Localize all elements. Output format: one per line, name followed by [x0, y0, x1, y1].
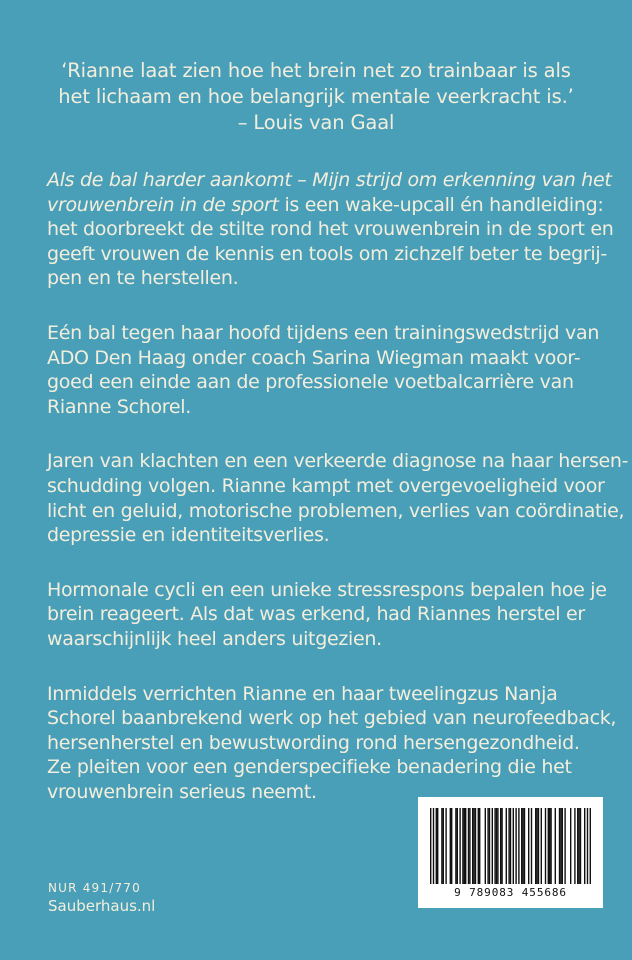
barcode-bar	[590, 808, 591, 884]
barcode-bar	[522, 808, 523, 884]
barcode-bar	[587, 808, 588, 884]
blurb-paragraph-4: Hormonale cycli en een unieke stressrespons bepalen hoe je brein reageert. Als dat was erkend, had Riannes herstel er waarschijnlijk heel anders uitgezien.	[47, 578, 607, 650]
barcode-bar	[521, 808, 522, 884]
barcode-bar	[433, 808, 434, 884]
publisher-website: Sauberhaus.nl	[48, 897, 156, 915]
barcode-bar	[464, 808, 465, 884]
barcode-bar	[451, 808, 452, 884]
blurb-paragraph-1: Als de bal harder aankomt – Mijn strijd om erkenning van het vrouwenbrein in de sport is een wake-upcall én handleiding: het doorbreekt de stilte rond het vrouwenbrein in de sport en geeft vrouwen de kennis en tools om zichzelf beter te begrij- pen en te herstellen.	[47, 169, 614, 290]
barcode-bar	[578, 808, 579, 884]
barcode-bar	[455, 808, 456, 884]
barcode-bar	[545, 808, 546, 884]
quote-author: – Louis van Gaal	[237, 111, 395, 134]
barcode-bar	[492, 808, 493, 884]
barcode-bar	[541, 808, 542, 884]
barcode-bar	[496, 808, 497, 884]
blurb-paragraph-5: Inmiddels verrichten Rianne en haar tweelingzus Nanja Schorel baanbrekend werk op het gebied van neurofeedback, hersenherstel en bewustwording rond hersengezondheid. Ze pleiten voor een genderspecifieke benadering die het vrouwenbrein serieus neemt.	[47, 682, 617, 803]
barcode-bar	[479, 808, 480, 884]
nur-code: NUR 491/770	[48, 881, 141, 895]
barcode-bar	[560, 808, 561, 884]
barcode-bar	[528, 808, 529, 884]
quote-line: ‘Rianne laat zien hoe het brein net zo trainbaar is als	[61, 59, 571, 82]
barcode-bar	[457, 808, 458, 884]
book-title: Als de bal harder aankomt – Mijn strijd om erkenning van het	[47, 169, 612, 191]
barcode-bar	[577, 808, 578, 884]
barcode-bar	[489, 808, 490, 884]
barcode-bar	[445, 808, 446, 884]
barcode-bar	[497, 808, 498, 884]
barcode-bar	[550, 808, 551, 884]
barcode-bar	[501, 808, 502, 884]
barcode-bar	[469, 808, 470, 884]
barcode-bar	[538, 808, 539, 884]
barcode-bar	[462, 808, 463, 884]
barcode-bar	[441, 808, 442, 884]
barcode-bar	[500, 808, 501, 884]
barcode-bar	[508, 808, 509, 884]
blurb-paragraph-2: Eén bal tegen haar hoofd tijdens een trainingswedstrijd van ADO Den Haag onder coach Sarina Wiegman maakt voor- goed een einde aan de professionele voetbalcarrière van Rianne Schorel.	[47, 321, 600, 418]
barcode-bar	[549, 808, 550, 884]
endorsement-quote	[0, 58, 632, 136]
barcode-bar	[531, 808, 532, 884]
barcode-bar	[555, 808, 556, 884]
barcode-bar	[570, 808, 571, 884]
barcode-bar	[548, 808, 549, 884]
barcode-bar	[459, 808, 460, 884]
barcode-bar	[478, 808, 479, 884]
barcode-bar	[437, 808, 438, 884]
barcode-bar	[564, 808, 565, 884]
barcode-bar	[485, 808, 486, 884]
barcode-bar	[524, 808, 525, 884]
barcode-bar	[487, 808, 488, 884]
isbn-number: 9 789083 455686	[454, 886, 567, 899]
barcode-bar	[468, 808, 469, 884]
barcode-bar	[535, 808, 536, 884]
barcode-bar	[472, 808, 473, 884]
barcode-bar	[436, 808, 437, 884]
barcode-bar	[506, 808, 507, 884]
barcode-bar	[494, 808, 495, 884]
barcode-bar	[430, 808, 431, 884]
quote-line: het lichaam en hoe belangrijk mentale veerkracht is.’	[58, 85, 574, 108]
barcode-bar	[443, 808, 444, 884]
blurb-paragraph-3: Jaren van klachten en een verkeerde diagnose na haar hersen- schudding volgen. Rianne kampt met overgevoeligheid voor licht en geluid, motorische problemen, verlies van coördinatie, depressie en identiteitsverlies.	[47, 450, 629, 547]
barcode-bar	[580, 808, 581, 884]
isbn-barcode	[418, 797, 603, 908]
barcode-bar	[450, 808, 451, 884]
barcode-bar	[510, 808, 511, 884]
barcode-bar	[513, 808, 514, 884]
barcode-bar	[473, 808, 474, 884]
barcode-bar	[574, 808, 575, 884]
barcode-bar	[559, 808, 560, 884]
barcode-bar	[465, 808, 466, 884]
blurb	[47, 168, 629, 834]
barcode-bars	[430, 808, 591, 884]
barcode-bar	[562, 808, 563, 884]
book-title: vrouwenbrein in de sport	[47, 193, 279, 216]
barcode-bar	[536, 808, 537, 884]
barcode-bar	[518, 808, 519, 884]
barcode-bar	[584, 808, 585, 884]
barcode-bar	[475, 808, 476, 884]
barcode-bar	[515, 808, 516, 884]
